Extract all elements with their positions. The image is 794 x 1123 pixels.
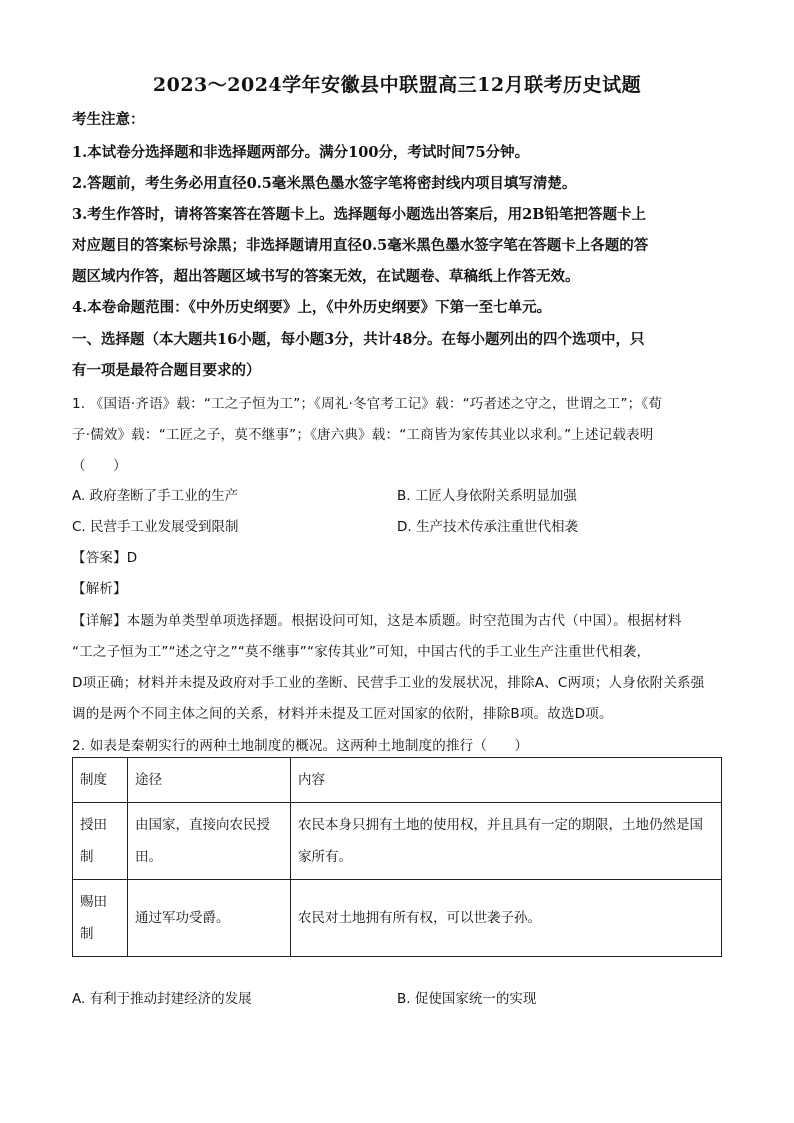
table-header-row — [73, 758, 722, 803]
table-cell: 农民本身只拥有土地的使用权，并且具有一定的期限，土地仍然是国家所有。 — [291, 803, 722, 880]
notice-item: 对应题目的答案标号涂黑；非选择题请用直径0.5毫米黑色墨水签字笔在答题卡上各题的答 — [72, 237, 649, 254]
land-system-table — [72, 757, 722, 957]
table-cell: 授田制 — [73, 803, 128, 880]
q1-option-a: A. 政府垄断了手工业的生产 — [72, 488, 239, 504]
q1-stem-line: 1. 《国语·齐语》载：“工之子恒为工”；《周礼·冬官考工记》载：“巧者述之守之，世谓之工”；《荀 — [72, 396, 663, 412]
table-row — [73, 880, 722, 957]
table-cell: 由国家，直接向农民授田。 — [128, 803, 291, 880]
notice-item: 4.本卷命题范围：《中外历史纲要》上，《中外历史纲要》下第一至七单元。 — [72, 299, 552, 316]
notice-item: 3.考生作答时，请将答案答在答题卡上。选择题每小题选出答案后，用2B铅笔把答题卡上 — [72, 206, 646, 223]
table-header-cell: 途径 — [128, 758, 291, 803]
q2-option-b: B. 促使国家统一的实现 — [397, 991, 537, 1007]
q1-answer: 【答案】D — [72, 550, 138, 566]
q1-stem-line: 子·儒效》载：“工匠之子，莫不继事”；《唐六典》载：“工商皆为家传其业以求利。”上述记载表明 — [72, 427, 654, 443]
q1-analysis-tag: 【解析】 — [72, 581, 127, 597]
q1-stem-line: （ ） — [72, 458, 127, 474]
page-title: 2023～2024学年安徽县中联盟高三12月联考历史试题 — [152, 74, 642, 96]
table-header-cell: 制度 — [73, 758, 128, 803]
notice-heading: 考生注意： — [72, 111, 145, 128]
section-heading-cont: 有一项是最符合题目要求的） — [72, 362, 261, 379]
table-cell: 农民对土地拥有所有权，可以世袭子孙。 — [291, 880, 722, 957]
q1-detail-line: 【详解】本题为单类型单项选择题。根据设问可知，这是本质题。时空范围为古代（中国）。根据材料 — [72, 613, 682, 629]
q1-option-d: D. 生产技术传承注重世代相袭 — [397, 519, 578, 535]
q1-detail-line: D项正确；材料并未提及政府对手工业的垄断、民营手工业的发展状况，排除A、C两项；人身依附关系强 — [72, 675, 705, 691]
q1-option-c: C. 民营手工业发展受到限制 — [72, 519, 239, 535]
table-cell: 赐田制 — [73, 880, 128, 957]
q2-stem: 2. 如表是秦朝实行的两种土地制度的概况。这两种土地制度的推行（ ） — [72, 738, 529, 754]
table-header-cell: 内容 — [291, 758, 722, 803]
notice-item: 题区域内作答，超出答题区域书写的答案无效，在试题卷、草稿纸上作答无效。 — [72, 268, 580, 285]
q2-option-a: A. 有利于推动封建经济的发展 — [72, 991, 252, 1007]
notice-item: 1.本试卷分选择题和非选择题两部分。满分100分，考试时间75分钟。 — [72, 144, 530, 161]
table-row — [73, 803, 722, 880]
q1-detail-line: 调的是两个不同主体之间的关系，材料并未提及工匠对国家的依附，排除B项。故选D项。 — [72, 706, 613, 722]
section-heading: 一、选择题（本大题共16小题，每小题3分，共计48分。在每小题列出的四个选项中，只 — [72, 331, 645, 348]
q1-detail-line: “工之子恒为工”“述之守之”“莫不继事”“家传其业”可知，中国古代的手工业生产注重世代相袭， — [72, 644, 651, 660]
notice-item: 2.答题前，考生务必用直径0.5毫米黑色墨水签字笔将密封线内项目填写清楚。 — [72, 175, 577, 192]
table-cell: 通过军功受爵。 — [128, 880, 291, 957]
q1-option-b: B. 工匠人身依附关系明显加强 — [397, 488, 577, 504]
